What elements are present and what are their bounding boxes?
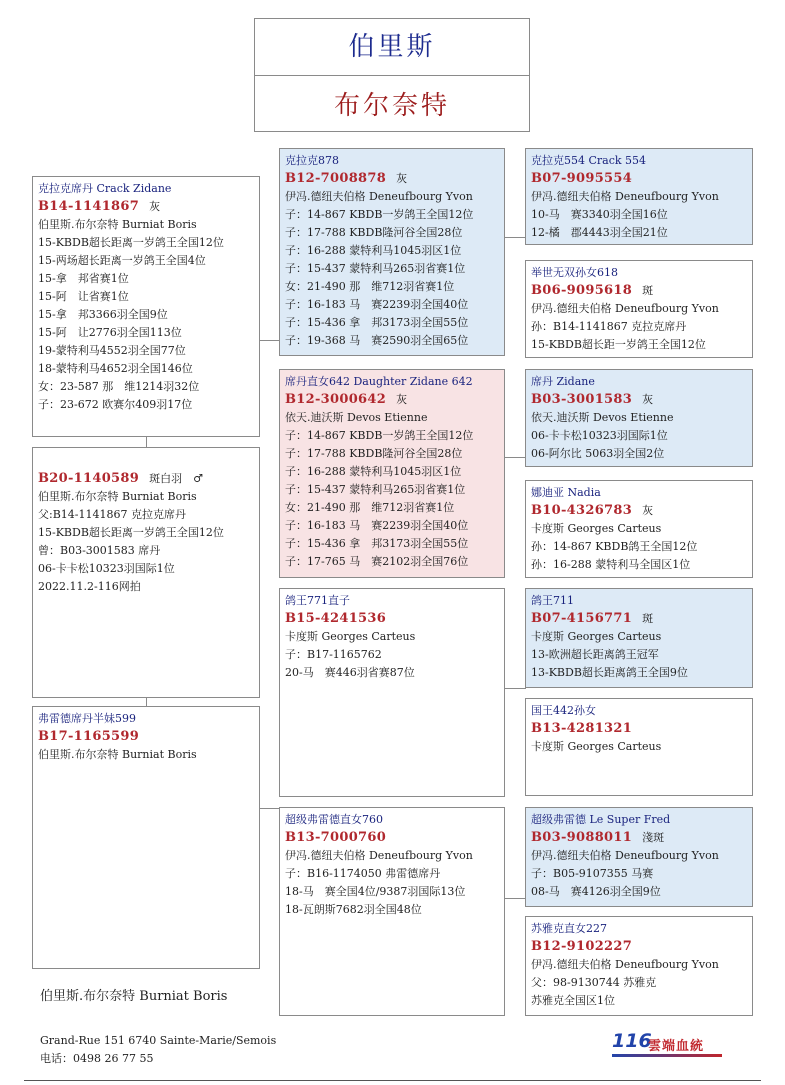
ggp-box-6	[525, 698, 753, 796]
pedigree-line: 卡度斯 Georges Carteus	[531, 740, 662, 753]
pedigree-line: 卡度斯 Georges Carteus	[531, 522, 662, 535]
contact-block	[40, 1032, 276, 1068]
pedigree-line: 06-阿尔比 5063羽全国2位	[531, 447, 665, 460]
pedigree-line: 子：19-368 马 赛2590羽全国65位	[285, 334, 469, 347]
pedigree-line: 孙：B14-1141867 克拉克席丹	[531, 320, 687, 333]
ggp-ring: B12-9102227	[531, 939, 633, 954]
pedigree-line: 子：15-436 拿 邦3173羽全国55位	[285, 537, 469, 550]
pedigree-line: 曾：B03-3001583 席丹	[38, 544, 161, 557]
sire-box	[32, 176, 260, 437]
pedigree-line: 子：15-437 蒙特利马265羽省赛1位	[285, 262, 466, 275]
ggp-name: 超级弗雷德 Le Super Fred	[531, 813, 671, 826]
ring-number: B14-1141867	[38, 199, 140, 214]
ring-number: B06-9095618	[531, 283, 633, 298]
ggp-ring: B07-9095554	[531, 171, 633, 186]
pedigree-line: 15-KBDB超长距离一岁鸽王全国12位	[38, 526, 224, 539]
ggp-name: 举世无双孙女618	[531, 266, 618, 279]
address: Grand-Rue 151 6740 Sainte-Marie/Semois	[40, 1034, 277, 1047]
pedigree-line: 伊冯.德纽夫伯格 Deneufbourg Yvon	[531, 190, 719, 203]
connector	[259, 808, 280, 809]
ggp-box-2	[525, 260, 753, 358]
pedigree-line: 依天.迪沃斯 Devos Etienne	[531, 411, 674, 424]
ggp-box-4	[525, 480, 753, 578]
ggp-ring	[531, 391, 747, 409]
ggp-name: 席丹 Zidane	[531, 375, 595, 388]
grandsire-ring	[285, 170, 499, 188]
color-label: 斑	[642, 612, 654, 625]
pedigree-line: 15-KBDB超长距一岁鸽王全国12位	[531, 338, 706, 351]
ring-number: B12-3000642	[285, 392, 387, 407]
pedigree-line: 女：23-587 那 维1214羽32位	[38, 380, 200, 393]
pedigree-line: 伊冯.德纽夫伯格 Deneufbourg Yvon	[285, 190, 473, 203]
ggp-ring: B13-4281321	[531, 721, 633, 736]
logo-underline	[612, 1054, 722, 1057]
pedigree-line: 15-KBDB超长距离一岁鸽王全国12位	[38, 236, 224, 249]
ring-number: B20-1140589	[38, 471, 140, 486]
pedigree-line: 伊冯.德纽夫伯格 Deneufbourg Yvon	[531, 302, 719, 315]
ggp-box-5	[525, 588, 753, 688]
pedigree-line: 卡度斯 Georges Carteus	[285, 630, 416, 643]
owner-name-line2: 布尔奈特	[333, 91, 450, 121]
color-label: 斑	[642, 284, 654, 297]
pedigree-line: 子：17-788 KBDB隆河谷全国28位	[285, 447, 463, 460]
pedigree-line: 子：15-436 拿 邦3173羽全国55位	[285, 316, 469, 329]
color-label: 灰	[396, 172, 408, 185]
granddam-name: 席丹直女642 Daughter Zidane 642	[285, 375, 473, 388]
pedigree-line: 19-蒙特利马4552羽全国77位	[38, 344, 186, 357]
ggp-ring	[531, 610, 747, 628]
pedigree-line: 06-卡卡松10323羽国际1位	[531, 429, 668, 442]
ring-number: B03-9088011	[531, 830, 633, 845]
pedigree-line: 伯里斯.布尔奈特 Burniat Boris	[38, 490, 197, 503]
ggp-name: 娜迪亚 Nadia	[531, 486, 601, 499]
pedigree-line: 13-欧洲超长距离鸽王冠军	[531, 648, 659, 661]
pedigree-line: 孙：16-288 蒙特利马全国区1位	[531, 558, 691, 571]
pedigree-line: 子：17-765 马 赛2102羽全国76位	[285, 555, 469, 568]
pedigree-line: 18-马 赛全国4位/9387羽国际13位	[285, 885, 466, 898]
ggp-box-3	[525, 369, 753, 467]
pedigree-line: 15-拿 邦3366羽全国9位	[38, 308, 168, 321]
pedigree-line: 13-KBDB超长距离鸽王全国9位	[531, 666, 688, 679]
pedigree-line: 女：21-490 那 维712羽省赛1位	[285, 501, 455, 514]
pedigree-line: 父:B14-1141867 克拉克席丹	[38, 508, 186, 521]
dam-box	[32, 706, 260, 969]
pedigree-line: 20-马 赛446羽省赛87位	[285, 666, 415, 679]
ring-number: B12-7008878	[285, 171, 387, 186]
color-label: 灰	[642, 504, 654, 517]
pedigree-line: 08-马 赛4126羽全国9位	[531, 885, 661, 898]
pedigree-line: 伊冯.德纽夫伯格 Deneufbourg Yvon	[531, 958, 719, 971]
grandsire-name: 鸽王771直子	[285, 594, 350, 607]
owner-signature: 伯里斯.布尔奈特 Burniat Boris	[40, 989, 228, 1004]
ggp-ring	[531, 282, 747, 300]
sire-color: 灰	[149, 200, 161, 213]
pedigree-line: 孙：14-867 KBDB鸽王全国12位	[531, 540, 698, 553]
granddam-paternal-box	[279, 369, 505, 578]
pedigree-line: 伯里斯.布尔奈特 Burniat Boris	[38, 218, 197, 231]
pedigree-line: 女：21-490 那 维712羽省赛1位	[285, 280, 455, 293]
granddam-name: 超级弗雷德直女760	[285, 813, 383, 826]
color-label: 淺斑	[642, 831, 665, 844]
pedigree-line: 18-蒙特利马4652羽全国146位	[38, 362, 193, 375]
pedigree-line: 伊冯.德纽夫伯格 Deneufbourg Yvon	[531, 849, 719, 862]
connector	[504, 457, 526, 458]
phone: 电话：0498 26 77 55	[40, 1052, 154, 1065]
pedigree-line: 2022.11.2-116网拍	[38, 580, 141, 593]
grandsire-name: 克拉克878	[285, 154, 339, 167]
pedigree-line: 子：23-672 欧赛尔409羽17位	[38, 398, 193, 411]
pedigree-line: 子：14-867 KBDB一岁鸽王全国12位	[285, 208, 474, 221]
ring-number: B07-4156771	[531, 611, 633, 626]
ring-number: B10-4326783	[531, 503, 633, 518]
pedigree-line: 06-卡卡松10323羽国际1位	[38, 562, 175, 575]
granddam-maternal-box	[279, 807, 505, 1016]
grandsire-ring: B15-4241536	[285, 611, 387, 626]
footer-divider	[24, 1080, 761, 1081]
pedigree-line: 子：B16-1174050 弗雷德席丹	[285, 867, 441, 880]
color-label: 灰	[642, 393, 654, 406]
pedigree-line: 子：16-288 蒙特利马1045羽区1位	[285, 244, 462, 257]
ggp-box-1	[525, 148, 753, 245]
logo-number: 116	[612, 1030, 652, 1052]
pedigree-line: 10-马 赛3340羽全国16位	[531, 208, 668, 221]
granddam-ring	[285, 391, 499, 409]
bird-ring	[38, 470, 254, 488]
pedigree-line: 苏雅克全国区1位	[531, 994, 615, 1007]
sire-ring	[38, 198, 254, 216]
pedigree-line: 子：16-288 蒙特利马1045羽区1位	[285, 465, 462, 478]
owner-name-line1: 伯里斯	[255, 19, 529, 76]
ggp-name: 国王442孙女	[531, 704, 596, 717]
pedigree-line: 子：B05-9107355 马赛	[531, 867, 654, 880]
pedigree-line: 15-拿 邦省赛1位	[38, 272, 129, 285]
bird-box	[32, 447, 260, 698]
logo-text: 雲端血統	[648, 1039, 705, 1054]
ggp-box-8	[525, 916, 753, 1016]
ggp-name: 鸽王711	[531, 594, 574, 607]
pedigree-line: 子：14-867 KBDB一岁鸽王全国12位	[285, 429, 474, 442]
pedigree-line: 18-瓦朗斯7682羽全国48位	[285, 903, 422, 916]
pedigree-line: 父：98-9130744 苏雅克	[531, 976, 657, 989]
pedigree-line: 15-阿 让2776羽全国113位	[38, 326, 182, 339]
connector	[504, 898, 526, 899]
connector	[504, 237, 526, 238]
pedigree-line: 卡度斯 Georges Carteus	[531, 630, 662, 643]
pedigree-line: 15-阿 让省赛1位	[38, 290, 129, 303]
pedigree-line: 伊冯.德纽夫伯格 Deneufbourg Yvon	[285, 849, 473, 862]
ggp-box-7	[525, 807, 753, 907]
pedigree-line: 依天.迪沃斯 Devos Etienne	[285, 411, 428, 424]
dam-ring: B17-1165599	[38, 729, 140, 744]
ggp-name: 克拉克554 Crack 554	[531, 154, 647, 167]
color-label: 灰	[396, 393, 408, 406]
pedigree-line: 12-橘 郡4443羽全国21位	[531, 226, 668, 239]
pedigree-line: 子：B17-1165762	[285, 648, 382, 661]
pedigree-line: 子：16-183 马 赛2239羽全国40位	[285, 298, 469, 311]
grandsire-maternal-box	[279, 588, 505, 797]
pedigree-line: 15-两场超长距离一岁鸽王全国4位	[38, 254, 206, 267]
dam-name: 弗雷德席丹半妹599	[38, 712, 136, 725]
ggp-name: 苏雅克直女227	[531, 922, 607, 935]
bird-color: 斑白羽 ♂	[149, 472, 203, 485]
connector	[504, 688, 526, 689]
ring-number: B03-3001583	[531, 392, 633, 407]
sire-name: 克拉克席丹 Crack Zidane	[38, 182, 172, 195]
connector	[259, 340, 280, 341]
title-box	[254, 18, 530, 132]
pedigree-line: 伯里斯.布尔奈特 Burniat Boris	[38, 748, 197, 761]
granddam-ring: B13-7000760	[285, 830, 387, 845]
brand-logo	[612, 1032, 722, 1054]
pedigree-line: 子：16-183 马 赛2239羽全国40位	[285, 519, 469, 532]
ggp-ring	[531, 502, 747, 520]
ggp-ring	[531, 829, 747, 847]
pedigree-line: 子：17-788 KBDB隆河谷全国28位	[285, 226, 463, 239]
grandsire-paternal-box	[279, 148, 505, 356]
pedigree-line: 子：15-437 蒙特利马265羽省赛1位	[285, 483, 466, 496]
